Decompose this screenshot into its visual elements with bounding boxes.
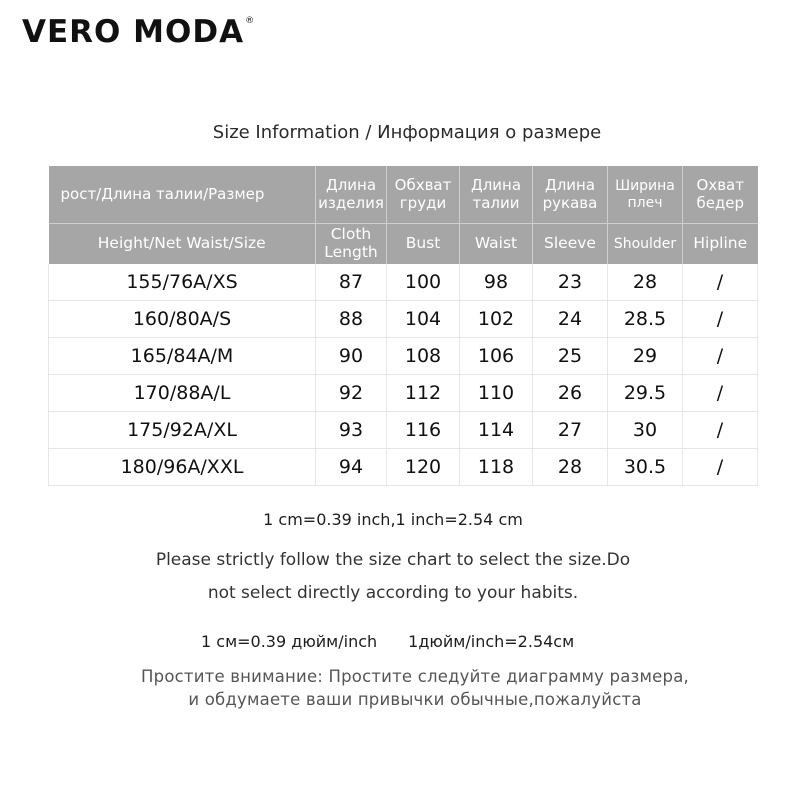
table-cell: 29.5 [608, 375, 683, 412]
table-cell: 175/92A/XL [49, 412, 316, 449]
table-cell: 92 [316, 375, 387, 412]
size-advice-line-2: not select directly according to your habits. [207, 583, 579, 603]
table-cell: / [683, 338, 758, 375]
size-advice-ru-line-2: и обдумаете ваши привычки обычные,пожалуйста [188, 690, 642, 709]
table-cell: 30.5 [608, 449, 683, 486]
header-cell: Waist [460, 224, 533, 265]
size-table [48, 166, 758, 486]
header-cell: рост/Длина талии/Размер [49, 166, 316, 224]
header-cell: Охват бедер [683, 166, 758, 224]
conversion-note-ru [201, 632, 574, 651]
table-cell: 29 [608, 338, 683, 375]
table-cell: 114 [460, 412, 533, 449]
page-title: Size Information / Информация о размере [212, 122, 602, 143]
table-cell: 110 [460, 375, 533, 412]
table-cell: / [683, 412, 758, 449]
table-cell: 88 [316, 301, 387, 338]
header-cell: Height/Net Waist/Size [49, 224, 316, 265]
table-cell: 90 [316, 338, 387, 375]
header-cell: Hipline [683, 224, 758, 265]
table-cell: 28 [608, 264, 683, 301]
table-cell: 102 [460, 301, 533, 338]
table-cell: 155/76A/XS [49, 264, 316, 301]
table-cell: / [683, 375, 758, 412]
header-cell: Длина рукава [533, 166, 608, 224]
table-cell: 30 [608, 412, 683, 449]
header-cell: Длина талии [460, 166, 533, 224]
header-cell: Cloth Length [316, 224, 387, 265]
table-cell: 28 [533, 449, 608, 486]
header-cell: Sleeve [533, 224, 608, 265]
header-cell: Bust [387, 224, 460, 265]
table-cell: 100 [387, 264, 460, 301]
table-cell: 118 [460, 449, 533, 486]
table-row [49, 375, 758, 412]
header-cell: Shoulder [608, 224, 683, 265]
table-cell: 87 [316, 264, 387, 301]
table-cell: 106 [460, 338, 533, 375]
table-cell: 104 [387, 301, 460, 338]
brand-name: VERO MODA [22, 14, 245, 50]
table-cell: 93 [316, 412, 387, 449]
header-row-ru [49, 166, 758, 224]
size-advice-ru-line-1: Простите внимание: Простите следуйте диаграмму размера, [141, 667, 689, 686]
table-cell: / [683, 264, 758, 301]
table-cell: 120 [387, 449, 460, 486]
table-cell: 94 [316, 449, 387, 486]
table-cell: 28.5 [608, 301, 683, 338]
table-cell: 165/84A/M [49, 338, 316, 375]
table-cell: 112 [387, 375, 460, 412]
header-row-en [49, 224, 758, 265]
brand-logo [22, 14, 255, 50]
table-row [49, 264, 758, 301]
header-cell: Обхват груди [387, 166, 460, 224]
registered-mark: ® [245, 16, 256, 26]
table-cell: 98 [460, 264, 533, 301]
table-row [49, 412, 758, 449]
table-cell: 26 [533, 375, 608, 412]
conversion-note-en: 1 cm=0.39 inch,1 inch=2.54 cm [263, 510, 523, 529]
table-cell: 108 [387, 338, 460, 375]
header-cell: Ширина плеч [608, 166, 683, 224]
table-cell: / [683, 301, 758, 338]
size-advice-line-1: Please strictly follow the size chart to select the size.Do [155, 550, 631, 570]
table-cell: / [683, 449, 758, 486]
table-cell: 116 [387, 412, 460, 449]
table-cell: 25 [533, 338, 608, 375]
conversion-ru-part-2: 1дюйм/inch=2.54см [408, 632, 575, 651]
conversion-ru-part-1: 1 см=0.39 дюйм/inch [201, 632, 378, 651]
header-cell: Длина изделия [316, 166, 387, 224]
table-cell: 23 [533, 264, 608, 301]
table-row [49, 301, 758, 338]
table-cell: 180/96A/XXL [49, 449, 316, 486]
table-cell: 170/88A/L [49, 375, 316, 412]
table-cell: 27 [533, 412, 608, 449]
table-cell: 24 [533, 301, 608, 338]
table-row [49, 338, 758, 375]
table-cell: 160/80A/S [49, 301, 316, 338]
table-row [49, 449, 758, 486]
